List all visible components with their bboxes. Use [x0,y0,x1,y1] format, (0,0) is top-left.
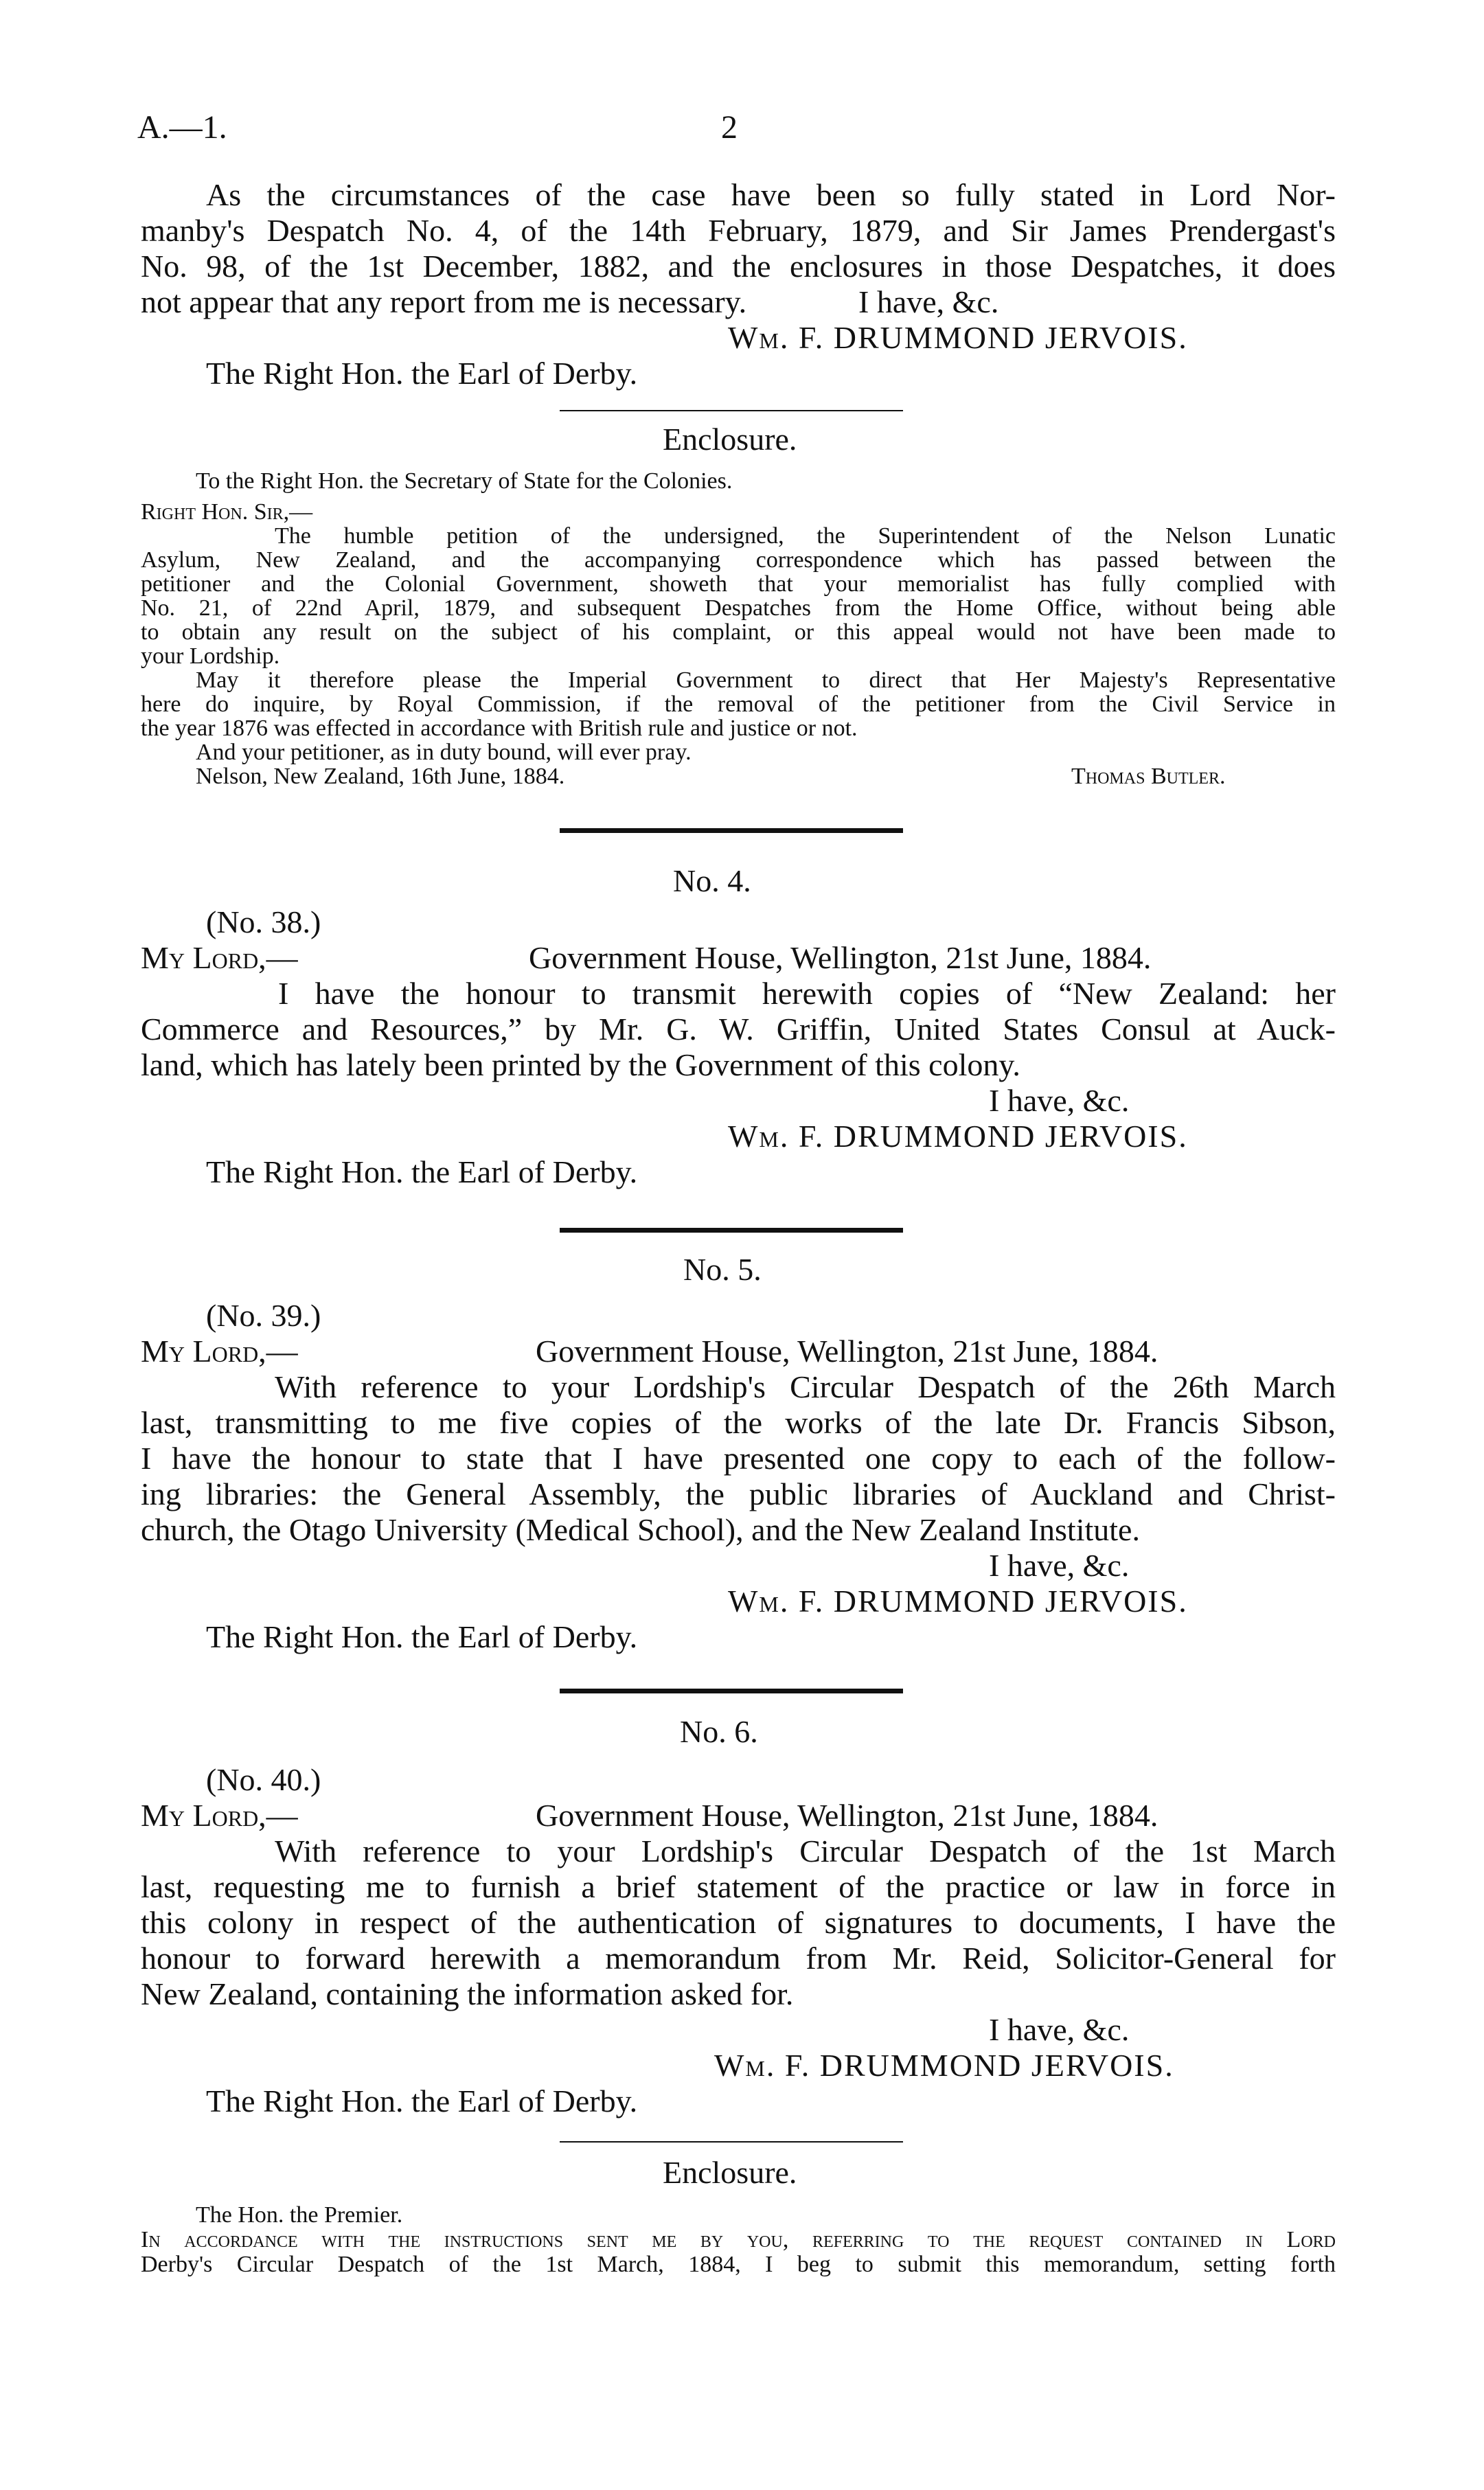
section-heading: No. 5. [683,1252,762,1287]
salutation: My Lord,— [141,1798,298,1833]
enclosure-line: No. 21, of 22nd April, 1879, and subsequent Despatches from the Home Office, without being able [141,595,1336,621]
location-date: Government House, Wellington, 21st June, 1884. [536,1334,1158,1369]
salutation: My Lord,— [141,1334,298,1369]
location-date: Government House, Wellington, 21st June, 1884. [536,1798,1158,1833]
body-line: ing libraries: the General Assembly, the public libraries of Auckland and Christ- [141,1476,1336,1511]
page-ref: A.—1. [137,109,227,146]
body-line: With reference to your Lordship's Circular Despatch of the 26th March [275,1369,1336,1404]
enclosure-line: Asylum, New Zealand, and the accompanying correspondence which has passed between the [141,547,1336,573]
despatch-number: (No. 39.) [206,1298,321,1333]
enclosure-place-date: Nelson, New Zealand, 16th June, 1884. [196,764,565,789]
body-line: church, the Otago University (Medical School), and the New Zealand Institute. [141,1512,1140,1547]
enclosure-line: Derby's Circular Despatch of the 1st March, 1884, I beg to submit this memorandum, setting forth [141,2252,1336,2277]
despatch-number: (No. 38.) [206,904,321,939]
divider [560,2141,903,2143]
enclosure-line: And your petitioner, as in duty bound, will ever pray. [196,740,692,765]
enclosure-line: In accordance with the instructions sent me by you, referring to the request contained in Lord [141,2227,1336,2252]
addressee: The Right Hon. the Earl of Derby. [206,356,638,391]
section-divider [560,1689,903,1693]
enclosure-line: The humble petition of the undersigned, the Superintendent of the Nelson Lunatic [275,523,1336,549]
body-line: I have the honour to state that I have presented one copy to each of the follow- [141,1441,1336,1476]
section-divider [560,1228,903,1233]
body-line: With reference to your Lordship's Circular Despatch of the 1st March [275,1834,1336,1869]
closing: I have, &c. [858,284,999,319]
body-line: honour to forward herewith a memorandum from Mr. Reid, Solicitor-General for [141,1941,1336,1976]
signature: Wm. F. DRUMMOND JERVOIS. [728,1119,1188,1154]
closing: I have, &c. [989,1548,1130,1583]
enclosure-line: here do inquire, by Royal Commission, if the removal of the petitioner from the Civil Service in [141,692,1336,717]
body-line: Commerce and Resources,” by Mr. G. W. Griffin, United States Consul at Auck- [141,1012,1336,1047]
enclosure-line: petitioner and the Colonial Government, showeth that your memorialist has fully complied with [141,571,1336,597]
body-line: last, transmitting to me five copies of the works of the late Dr. Francis Sibson, [141,1405,1336,1440]
intro-line: No. 98, of the 1st December, 1882, and the enclosures in those Despatches, it does [141,249,1336,284]
intro-line: As the circumstances of the case have been so fully stated in Lord Nor- [206,177,1336,212]
enclosure-line: to obtain any result on the subject of his complaint, or this appeal would not have been made to [141,619,1336,645]
addressee: The Right Hon. the Earl of Derby. [206,1154,638,1189]
despatch-number: (No. 40.) [206,1762,321,1797]
signature: Wm. F. DRUMMOND JERVOIS. [728,1584,1188,1619]
signature: Wm. F. DRUMMOND JERVOIS. [728,320,1188,355]
body-line: this colony in respect of the authentication of signatures to documents, I have the [141,1905,1336,1940]
closing: I have, &c. [989,2012,1130,2047]
salutation: My Lord,— [141,940,298,975]
enclosure-heading: Enclosure. [663,422,797,457]
enclosure-line: your Lordship. [141,643,280,669]
body-line: land, which has lately been printed by the Government of this colony. [141,1047,1020,1082]
body-line: last, requesting me to furnish a brief statement of the practice or law in force in [141,1869,1336,1904]
enclosure-signatory: Thomas Butler. [1071,764,1226,789]
divider [560,410,903,411]
section-heading: No. 4. [673,863,751,898]
body-line: I have the honour to transmit herewith copies of “New Zealand: her [278,976,1336,1011]
enclosure-line: the year 1876 was effected in accordance with British rule and justice or not. [141,716,858,741]
intro-line: manby's Despatch No. 4, of the 14th February, 1879, and Sir James Prendergast's [141,213,1336,248]
closing: I have, &c. [989,1083,1130,1118]
body-line: New Zealand, containing the information asked for. [141,1976,794,2011]
enclosure-to: To the Right Hon. the Secretary of State for the Colonies. [196,468,733,494]
enclosure-salutation: Right Hon. Sir,— [141,499,313,525]
addressee: The Right Hon. the Earl of Derby. [206,1619,638,1654]
enclosure-to: The Hon. the Premier. [196,2202,403,2228]
page-number: 2 [721,109,738,146]
section-heading: No. 6. [680,1714,758,1749]
signature: Wm. F. DRUMMOND JERVOIS. [714,2048,1174,2083]
section-divider [560,828,903,833]
location-date: Government House, Wellington, 21st June, 1884. [529,940,1152,975]
enclosure-heading: Enclosure. [663,2155,797,2190]
intro-line: not appear that any report from me is necessary. [141,284,747,319]
addressee: The Right Hon. the Earl of Derby. [206,2083,638,2118]
enclosure-line: May it therefore please the Imperial Government to direct that Her Majesty's Representative [196,667,1336,693]
